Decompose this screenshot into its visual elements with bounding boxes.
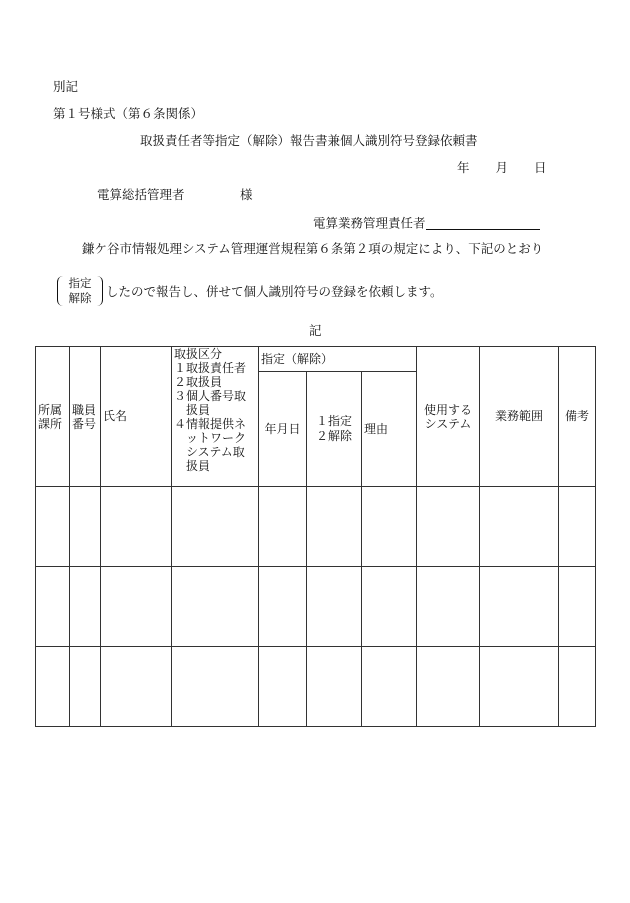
cell-system[interactable] [417, 567, 480, 647]
cell-reason[interactable] [362, 567, 417, 647]
designation-choice [57, 276, 103, 306]
cell-remarks[interactable] [559, 487, 596, 567]
header-department: 所属課所 [36, 347, 70, 487]
cell-date[interactable] [259, 487, 307, 567]
addressee-honorific: 様 [240, 187, 253, 202]
cell-department[interactable] [36, 487, 70, 567]
cell-scope[interactable] [480, 487, 559, 567]
cell-remarks[interactable] [559, 647, 596, 727]
cell-reason[interactable] [362, 487, 417, 567]
cell-staff-number[interactable] [70, 647, 101, 727]
cell-date[interactable] [259, 647, 307, 727]
cell-department[interactable] [36, 647, 70, 727]
choice-release: 解除 [68, 291, 92, 305]
cell-designation-type[interactable] [307, 487, 362, 567]
cell-scope[interactable] [480, 647, 559, 727]
header-remarks: 備考 [559, 347, 596, 487]
cell-name[interactable] [101, 647, 172, 727]
form-number: 第１号様式（第６条関係） [53, 106, 204, 121]
date-line [457, 162, 547, 175]
header-staff-number: 職員番号 [70, 347, 101, 487]
cell-designation-type[interactable] [307, 647, 362, 727]
header-designation-type: １指定 ２解除 [307, 372, 362, 487]
sender-title: 電算業務管理責任者 [313, 215, 426, 231]
cell-scope[interactable] [480, 567, 559, 647]
table-row [36, 487, 596, 567]
cell-staff-number[interactable] [70, 567, 101, 647]
body-line-2: したので報告し、併せて個人識別符号の登録を依頼します。 [106, 284, 443, 299]
cell-name[interactable] [101, 567, 172, 647]
document-title: 取扱責任者等指定（解除）報告書兼個人識別符号登録依頼書 [140, 133, 478, 148]
date-year: 年 [457, 160, 470, 175]
header-date: 年月日 [259, 372, 307, 487]
cell-handling-category[interactable] [172, 567, 259, 647]
handling-category-title: 取扱区分 [174, 347, 223, 361]
sender-line [313, 216, 540, 230]
ki-label: 記 [309, 323, 322, 338]
body-line-1: 鎌ケ谷市情報処理システム管理運営規程第６条第２項の規定により、下記のとおり [82, 241, 544, 256]
cell-handling-category[interactable] [172, 487, 259, 567]
header-designation-group: 指定（解除） [259, 347, 417, 372]
cell-staff-number[interactable] [70, 487, 101, 567]
handling-option-3: ３個人番号取扱員 [174, 389, 247, 417]
cell-remarks[interactable] [559, 567, 596, 647]
table-row [36, 647, 596, 727]
header-scope: 業務範囲 [480, 347, 559, 487]
addressee: 電算総括管理者 [97, 187, 185, 202]
date-day: 日 [534, 160, 547, 175]
cell-system[interactable] [417, 647, 480, 727]
table-row [36, 567, 596, 647]
header-system: 使用するシステム [417, 347, 480, 487]
sender-signature-blank [426, 216, 540, 230]
cell-designation-type[interactable] [307, 567, 362, 647]
cell-name[interactable] [101, 487, 172, 567]
header-handling-category [172, 347, 259, 487]
header-name: 氏名 [101, 347, 172, 487]
appendix-label: 別記 [53, 79, 79, 94]
date-month: 月 [495, 160, 509, 175]
header-reason: 理由 [362, 372, 417, 487]
cell-department[interactable] [36, 567, 70, 647]
cell-handling-category[interactable] [172, 647, 259, 727]
handling-option-1: １取扱責任者 [174, 361, 247, 375]
cell-date[interactable] [259, 567, 307, 647]
cell-system[interactable] [417, 487, 480, 567]
handling-option-4: ４情報提供ネットワークシステム取扱員 [174, 417, 247, 473]
registration-table [35, 346, 596, 727]
cell-reason[interactable] [362, 647, 417, 727]
choice-designate: 指定 [68, 276, 92, 290]
handling-option-2: ２取扱員 [174, 375, 223, 389]
